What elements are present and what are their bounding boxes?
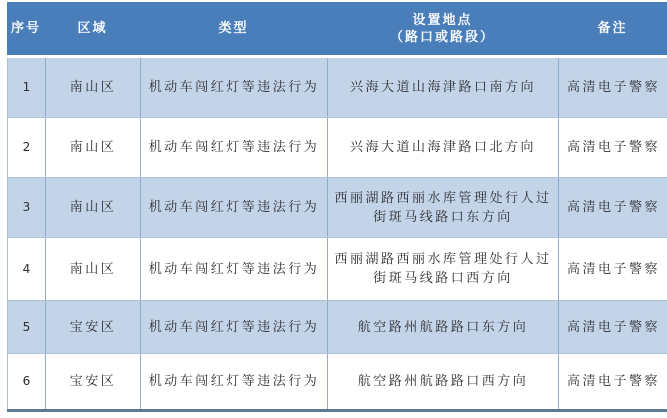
cell-remark: 高清电子警察 [566, 200, 660, 215]
cell-location: 西丽湖路西丽水库管理处行人过街斑马线路口西方向 [328, 238, 559, 300]
header-cell-location [327, 2, 558, 55]
table-row [7, 118, 667, 178]
cell-no: 2 [8, 118, 46, 177]
cell-remark: 高清电子警察 [566, 319, 660, 335]
table-row [7, 58, 667, 118]
header-cell-remark [558, 2, 667, 55]
cell-remark: 高清电子警察 [566, 80, 660, 95]
header-label-location-line2: （路口或路段） [389, 29, 495, 45]
cell-no: 6 [8, 354, 46, 409]
header-label-location-line1: 设置地点 [412, 12, 473, 28]
cell-location: 航空路州航路路口东方向 [328, 301, 559, 353]
cell-type: 机动车闯红灯等违法行为 [141, 301, 328, 353]
cell-remark: 高清电子警察 [566, 140, 660, 155]
cell-remark: 高清电子警察 [566, 261, 660, 277]
cell-type: 机动车闯红灯等违法行为 [141, 178, 328, 237]
cell-type: 机动车闯红灯等违法行为 [141, 354, 328, 409]
table-row [7, 238, 667, 301]
cell-location: 兴海大道山海津路口北方向 [328, 118, 559, 177]
table-row [7, 178, 667, 238]
cell-region: 宝安区 [46, 301, 141, 353]
table-row [7, 354, 667, 409]
header-label-remark: 备注 [597, 21, 628, 36]
cell-location: 航空路州航路路口西方向 [328, 354, 559, 409]
cell-type: 机动车闯红灯等违法行为 [141, 58, 328, 117]
cell-region: 南山区 [46, 58, 141, 117]
cell-region: 宝安区 [46, 354, 141, 409]
cell-no: 3 [8, 178, 46, 237]
header-label-type: 类型 [218, 21, 249, 36]
cell-no: 5 [8, 301, 46, 353]
cell-type: 机动车闯红灯等违法行为 [141, 238, 328, 300]
cell-region: 南山区 [46, 238, 141, 300]
table-row [7, 301, 667, 354]
cell-location: 西丽湖路西丽水库管理处行人过街斑马线路口东方向 [328, 178, 559, 237]
cell-remark: 高清电子警察 [566, 374, 660, 389]
header-label-region: 区域 [77, 21, 108, 36]
header-label-no: 序号 [10, 21, 41, 36]
cell-region: 南山区 [46, 118, 141, 177]
violation-camera-table [7, 2, 667, 412]
cell-region: 南山区 [46, 178, 141, 237]
cell-type: 机动车闯红灯等违法行为 [141, 118, 328, 177]
table-header-row [7, 2, 667, 58]
header-cell-region [45, 2, 140, 55]
cell-no: 4 [8, 238, 46, 300]
cell-location: 兴海大道山海津路口南方向 [328, 58, 559, 117]
header-cell-no [7, 2, 45, 55]
header-cell-type [140, 2, 327, 55]
cell-no: 1 [8, 58, 46, 117]
